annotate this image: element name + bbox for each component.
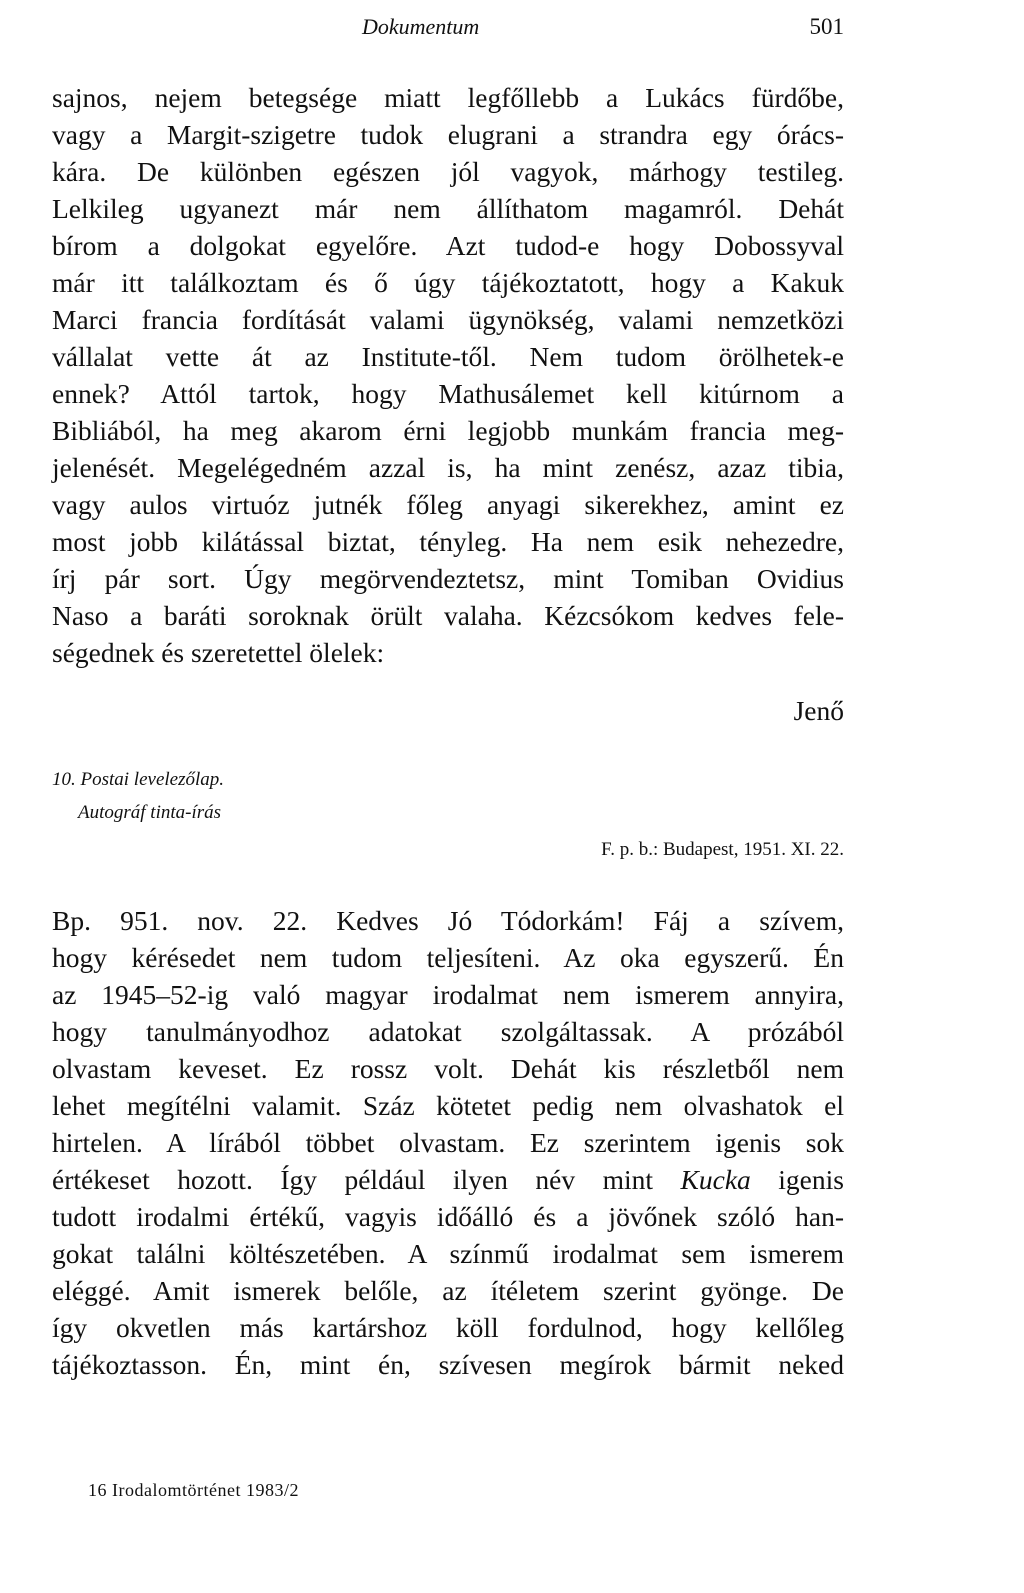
text-line: gokat találni költészetében. A színmű irodalmat sem ismerem xyxy=(52,1238,844,1269)
running-head xyxy=(52,14,844,44)
text-line: jelenését. Megelégedném azzal is, ha mint zenész, azaz tibia, xyxy=(52,452,844,483)
text-line: hogy kérésedet nem tudom teljesíteni. Az oka egyszerű. Én xyxy=(52,942,844,973)
text-line: tudott irodalmi értékű, vagyis időálló és a jövőnek szóló han- xyxy=(52,1201,844,1232)
text-line: az 1945–52-ig való magyar irodalmat nem ismerem annyira, xyxy=(52,979,844,1010)
text-line: Marci francia fordítását valami ügynökség, valami nemzetközi xyxy=(52,304,844,335)
text-line: bírom a dolgokat egyelőre. Azt tudod-e hogy Dobossyval xyxy=(52,230,844,261)
text-line: így okvetlen más kartárshoz köll fordulnod, hogy kellőleg xyxy=(52,1312,844,1343)
text-line: olvastam keveset. Ez rossz volt. Dehát kis részletből nem xyxy=(52,1053,844,1084)
document-number: 10. Postai levelezőlap. xyxy=(52,769,225,790)
text-line-with-italic xyxy=(52,1161,844,1198)
text-line: ennek? Attól tartok, hogy Mathusálemet kell kitúrnom a xyxy=(52,378,844,409)
text-line: most jobb kilátással biztat, tényleg. Ha nem esik nehezedre, xyxy=(52,526,844,557)
document-heading xyxy=(52,769,844,859)
text-line: hogy tanulmányodhoz adatokat szolgáltassak. A prózából xyxy=(52,1016,844,1047)
text-line: Naso a baráti soroknak örült valaha. Kézcsókom kedves fele- xyxy=(52,600,844,631)
text-run: igenis xyxy=(750,1164,844,1195)
text-line: vagy a Margit-szigetre tudok elugrani a strandra egy órács- xyxy=(52,119,844,150)
text-line: vállalat vette át az Institute-től. Nem tudom örölhetek-e xyxy=(52,341,844,372)
text-line: Lelkileg ugyanezt már nem állíthatom magamról. Dehát xyxy=(52,193,844,224)
text-line: Bibliából, ha meg akarom érni legjobb munkám francia meg- xyxy=(52,415,844,446)
text-line: írj pár sort. Úgy megörvendeztetsz, mint Tomiban Ovidius xyxy=(52,563,844,594)
text-line: ségednek és szeretettel ölelek: xyxy=(52,637,385,668)
text-run: értékeset hozott. Így például ilyen név mint xyxy=(52,1164,681,1195)
postmark-note: F. p. b.: Budapest, 1951. XI. 22. xyxy=(601,839,844,860)
text-line: kára. De különben egészen jól vagyok, márhogy testileg. xyxy=(52,156,844,187)
running-title: Dokumentum xyxy=(362,14,480,39)
signature-mark-footer: 16 Irodalomtörténet 1983/2 xyxy=(88,1480,299,1500)
text-line: már itt találkoztam és ő úgy tájékoztatott, hogy a Kakuk xyxy=(52,267,844,298)
text-line: eléggé. Amit ismerek belőle, az ítéletem szerint gyönge. De xyxy=(52,1275,844,1306)
text-line: lehet megítélni valamit. Száz kötetet pedig nem olvashatok el xyxy=(52,1090,844,1121)
page-number: 501 xyxy=(809,14,844,39)
letter-signature: Jenő xyxy=(793,695,844,726)
letter-end-paragraph xyxy=(52,79,844,671)
italic-work-title: Kucka xyxy=(680,1164,751,1195)
text-line: Bp. 951. nov. 22. Kedves Jó Tódorkám! Fáj a szívem, xyxy=(52,905,844,936)
text-line: hirtelen. A lírából többet olvastam. Ez szerintem igenis sok xyxy=(52,1127,844,1158)
letter-body-paragraph xyxy=(52,902,844,1383)
document-type: Autográf tinta-írás xyxy=(78,802,222,823)
text-line: sajnos, nejem betegsége miatt legfőllebb a Lukács fürdőbe, xyxy=(52,82,844,113)
text-line: vagy aulos virtuóz jutnék főleg anyagi sikerekhez, amint ez xyxy=(52,489,844,520)
text-line: tájékoztasson. Én, mint én, szívesen megírok bármit neked xyxy=(52,1349,844,1380)
